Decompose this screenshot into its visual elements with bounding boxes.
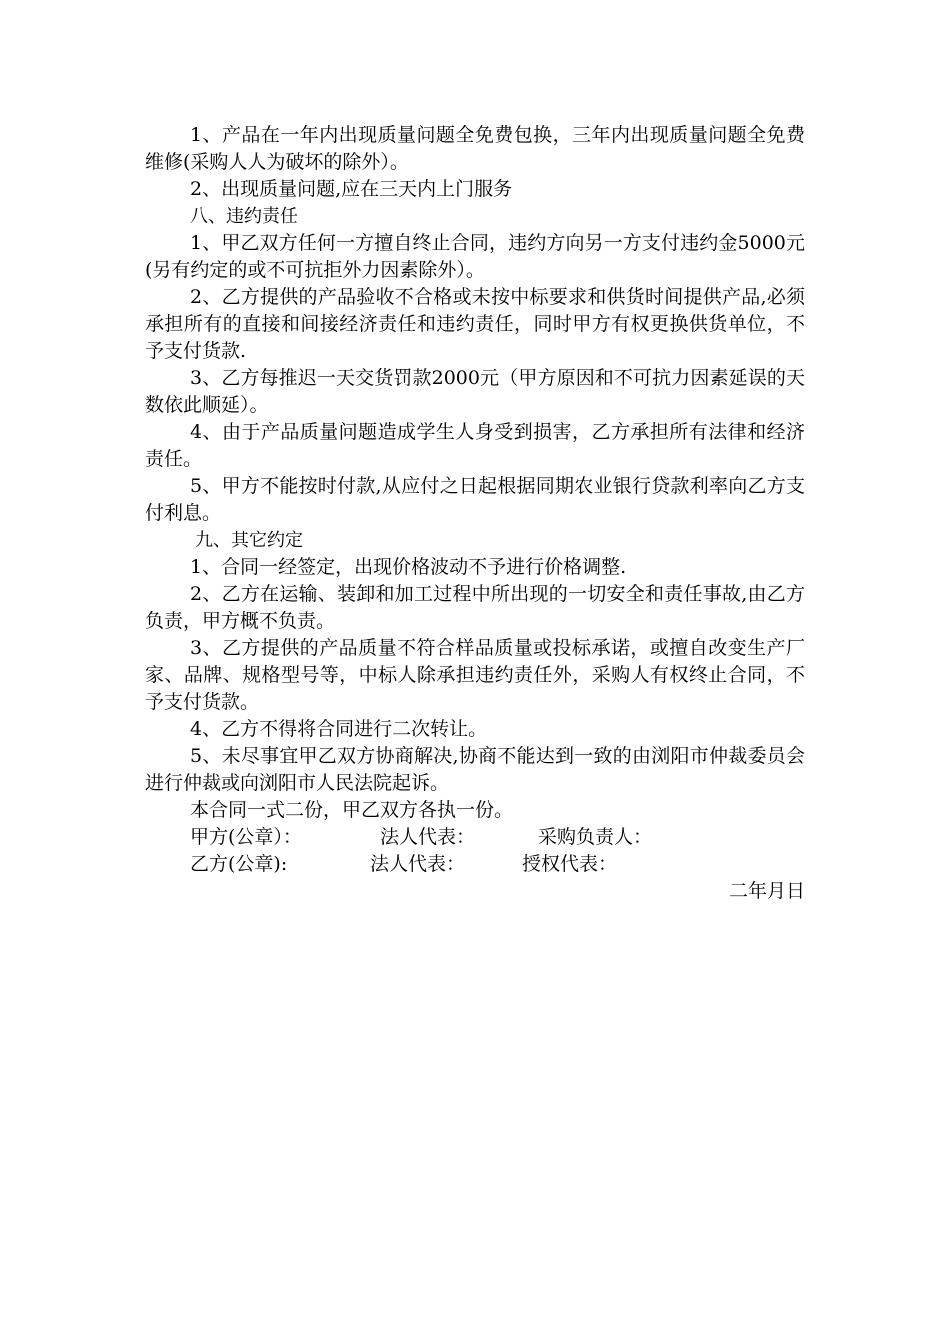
breach-clause-1: 1、甲乙双方任何一方擅自终止合同，违约方向另一方支付违约金5000元(另有约定的或不可抗拒外力因素除外）。 bbox=[145, 232, 805, 281]
party-a-legal-rep-label: 法人代表： bbox=[380, 826, 476, 848]
other-clause-2: 2、乙方在运输、装卸和加工过程中所出现的一切安全和责任事故,由乙方负责，甲方概不负责。 bbox=[145, 583, 805, 632]
other-clause-1: 1、合同一经签定，出现价格波动不予进行价格调整. bbox=[190, 556, 627, 578]
other-clause-5: 5、未尽事宜甲乙双方协商解决,协商不能达到一致的由浏阳市仲裁委员会进行仲裁或向浏阳市人民法院起诉。 bbox=[145, 745, 805, 794]
party-b-authorized-rep-label: 授权代表： bbox=[522, 853, 618, 875]
section-heading-other: 九、其它约定 bbox=[195, 530, 303, 551]
breach-clause-4: 4、由于产品质量问题造成学生人身受到损害，乙方承担所有法律和经济责任。 bbox=[145, 421, 805, 470]
warranty-clause-2: 2、出现质量问题,应在三天内上门服务 bbox=[190, 178, 513, 200]
party-b-seal-label: 乙方(公章): bbox=[190, 853, 288, 875]
party-a-purchase-lead-label: 采购负责人： bbox=[538, 826, 653, 848]
party-a-seal-label: 甲方(公章）： bbox=[190, 826, 302, 848]
other-clause-4: 4、乙方不得将合同进行二次转让。 bbox=[190, 718, 488, 740]
party-b-legal-rep-label: 法人代表： bbox=[370, 853, 466, 875]
contract-page bbox=[145, 122, 805, 905]
section-heading-breach: 八、违约责任 bbox=[190, 206, 298, 227]
signing-date: 二年月日 bbox=[728, 880, 805, 902]
breach-clause-2: 2、乙方提供的产品验收不合格或未按中标要求和供货时间提供产品,必须承担所有的直接和间接经济责任和违约责任，同时甲方有权更换供货单位，不予支付货款. bbox=[145, 286, 805, 362]
other-clause-3: 3、乙方提供的产品质量不符合样品质量或投标承诺，或擅自改变生产厂家、品牌、规格型号等，中标人除承担违约责任外，采购人有权终止合同，不予支付货款。 bbox=[145, 637, 805, 713]
breach-clause-5: 5、甲方不能按时付款,从应付之日起根据同期农业银行贷款利率向乙方支付利息。 bbox=[145, 475, 805, 524]
warranty-clause-1: 1、产品在一年内出现质量问题全免费包换，三年内出现质量问题全免费维修(采购人人为破坏的除外）。 bbox=[145, 124, 805, 173]
party-a-signature-row bbox=[145, 824, 805, 851]
copies-statement: 本合同一式二份，甲乙双方各执一份。 bbox=[190, 799, 514, 821]
party-b-signature-row bbox=[145, 851, 805, 878]
breach-clause-3: 3、乙方每推迟一天交货罚款2000元（甲方原因和不可抗力因素延误的天数依此顺延）。 bbox=[145, 367, 805, 416]
